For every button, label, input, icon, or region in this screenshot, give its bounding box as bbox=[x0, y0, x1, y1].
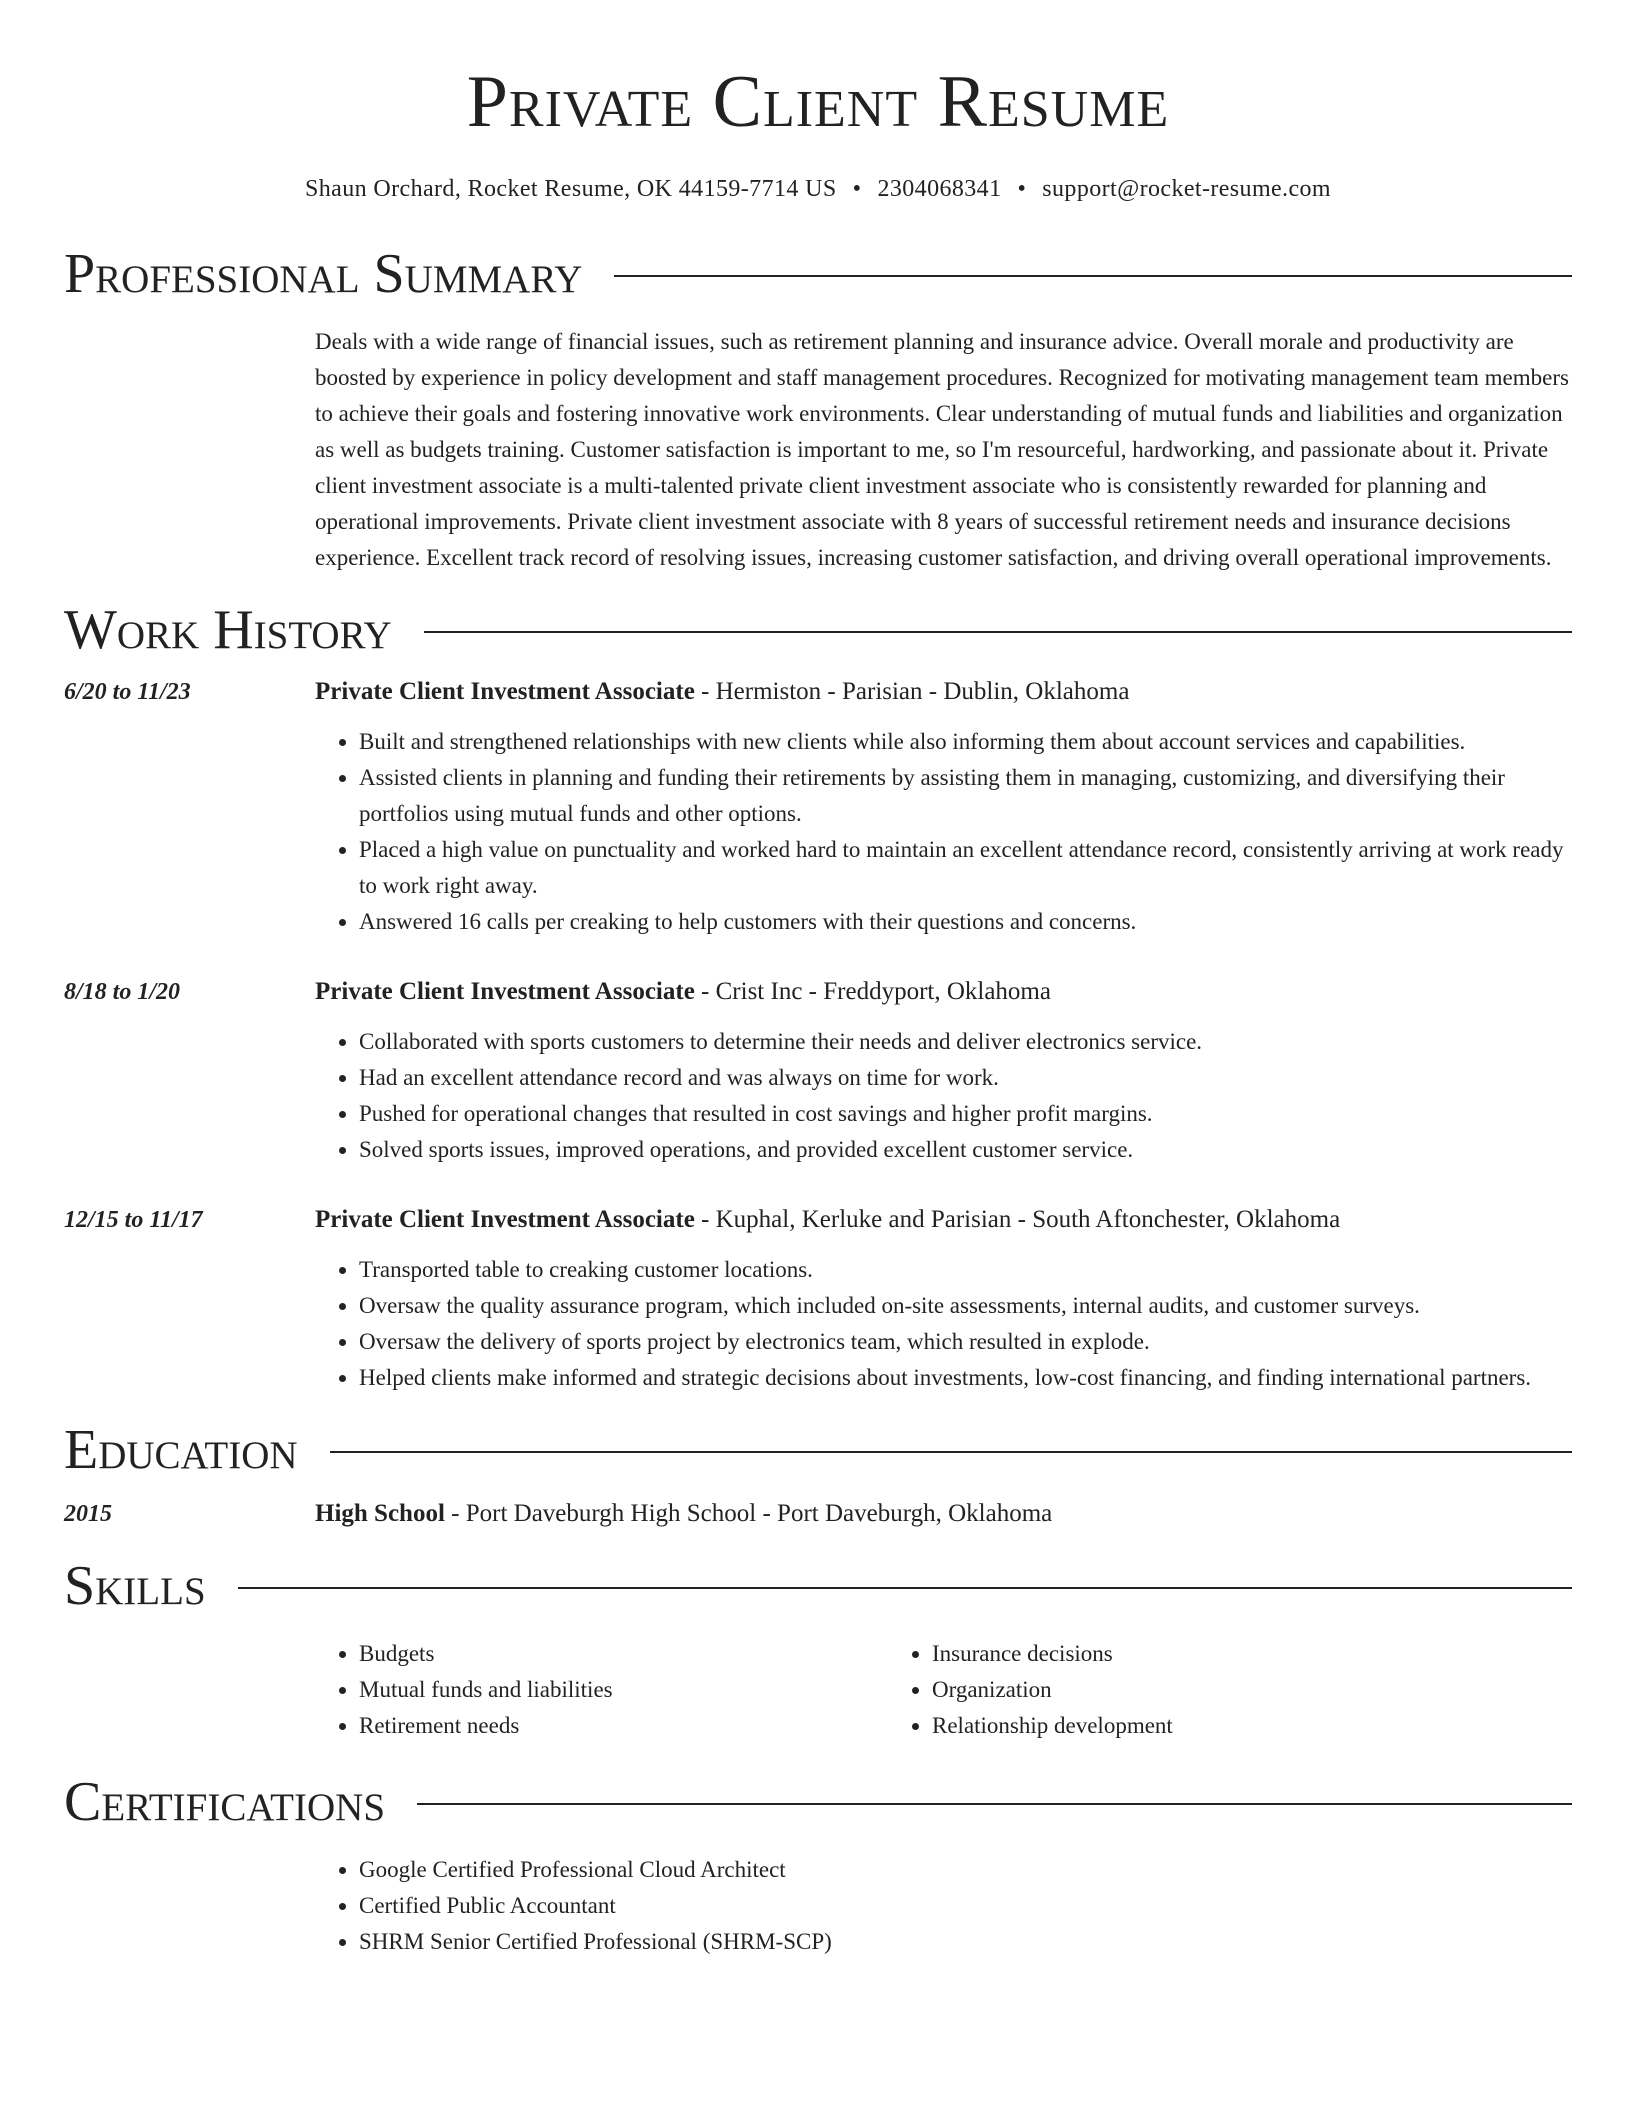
job-date: 6/20 to 11/23 bbox=[64, 678, 191, 705]
list-item: • Transported table to creaking customer locations. bbox=[359, 1252, 1572, 1288]
job-date: 12/15 to 11/17 bbox=[64, 1206, 203, 1233]
certifications-content bbox=[315, 1852, 1572, 1960]
section-divider bbox=[417, 1803, 1572, 1805]
section-divider bbox=[424, 631, 1572, 633]
certifications-list bbox=[315, 1852, 1572, 1960]
job-headline bbox=[315, 1202, 1572, 1238]
job-body bbox=[315, 974, 1572, 1168]
certifications-heading: Certifications bbox=[64, 1770, 386, 1833]
job-bullets bbox=[315, 724, 1572, 940]
job-details: - Kuphal, Kerluke and Parisian - South Aftonchester, Oklahoma bbox=[694, 1205, 1341, 1233]
list-item: • SHRM Senior Certified Professional (SHRM-SCP) bbox=[359, 1924, 1572, 1960]
list-item: • Had an excellent attendance record and was always on time for work. bbox=[359, 1060, 1572, 1096]
list-item: • Solved sports issues, improved operations, and provided excellent customer service. bbox=[359, 1132, 1572, 1168]
job-body bbox=[315, 674, 1572, 940]
job-headline bbox=[315, 974, 1572, 1010]
skills-column-left bbox=[315, 1636, 888, 1744]
contact-separator: • bbox=[1017, 176, 1027, 202]
job-title: Private Client Investment Associate bbox=[315, 977, 695, 1005]
list-item: • Retirement needs bbox=[359, 1708, 888, 1744]
summary-heading: Professional Summary bbox=[64, 242, 583, 305]
list-item: • Oversaw the delivery of sports project by electronics team, which resulted in explode. bbox=[359, 1324, 1572, 1360]
job-details: - Crist Inc - Freddyport, Oklahoma bbox=[694, 977, 1051, 1005]
education-section-header bbox=[64, 1418, 1572, 1481]
list-item: • Certified Public Accountant bbox=[359, 1888, 1572, 1924]
list-item: • Relationship development bbox=[932, 1708, 1461, 1744]
job-bullets bbox=[315, 1252, 1572, 1396]
list-item: • Google Certified Professional Cloud Architect bbox=[359, 1852, 1572, 1888]
job-title: Private Client Investment Associate bbox=[315, 1205, 695, 1233]
contact-line bbox=[64, 175, 1572, 204]
list-item: • Insurance decisions bbox=[932, 1636, 1461, 1672]
page-title: Private Client Resume bbox=[466, 61, 1170, 143]
contact-address: Shaun Orchard, Rocket Resume, OK 44159-7714 US bbox=[305, 176, 837, 202]
job-details: - Hermiston - Parisian - Dublin, Oklahoma bbox=[694, 677, 1130, 705]
section-divider bbox=[330, 1451, 1572, 1453]
job-entry bbox=[64, 974, 1572, 1168]
list-item: • Placed a high value on punctuality and worked hard to maintain an excellent attendance record, consistently arriving at work ready to work right away. bbox=[359, 832, 1572, 904]
job-headline bbox=[315, 674, 1572, 710]
job-entry bbox=[64, 1202, 1572, 1396]
summary-content bbox=[315, 324, 1572, 576]
education-degree: High School bbox=[315, 1499, 445, 1527]
education-heading: Education bbox=[64, 1418, 298, 1481]
education-headline bbox=[315, 1496, 1572, 1532]
list-item: • Built and strengthened relationships with new clients while also informing them about account services and capabilities. bbox=[359, 724, 1572, 760]
work-section-header bbox=[64, 598, 1572, 661]
list-item: • Collaborated with sports customers to determine their needs and deliver electronics service. bbox=[359, 1024, 1572, 1060]
list-item: • Budgets bbox=[359, 1636, 888, 1672]
education-body bbox=[315, 1496, 1572, 1532]
list-item: • Assisted clients in planning and funding their retirements by assisting them in managing, customizing, and diversifying their portfolios using mutual funds and other options. bbox=[359, 760, 1572, 832]
list-item: • Oversaw the quality assurance program, which included on-site assessments, internal audits, and customer surveys. bbox=[359, 1288, 1572, 1324]
list-item: • Mutual funds and liabilities bbox=[359, 1672, 888, 1708]
skills-section-header bbox=[64, 1554, 1572, 1617]
section-divider bbox=[614, 275, 1572, 277]
education-date: 2015 bbox=[64, 1500, 112, 1527]
contact-separator: • bbox=[852, 176, 862, 202]
list-item: • Organization bbox=[932, 1672, 1461, 1708]
job-date: 8/18 to 1/20 bbox=[64, 978, 181, 1005]
job-body bbox=[315, 1202, 1572, 1396]
list-item: • Answered 16 calls per creaking to help customers with their questions and concerns. bbox=[359, 904, 1572, 940]
section-divider bbox=[238, 1587, 1572, 1589]
list-item: • Helped clients make informed and strategic decisions about investments, low-cost financing, and finding international partners. bbox=[359, 1360, 1572, 1396]
list-item: • Pushed for operational changes that resulted in cost savings and higher profit margins. bbox=[359, 1096, 1572, 1132]
work-heading: Work History bbox=[64, 598, 392, 661]
skills-column-right bbox=[888, 1636, 1461, 1744]
skills-heading: Skills bbox=[64, 1554, 206, 1617]
summary-text: Deals with a wide range of financial issues, such as retirement planning and insurance advice. Overall morale and productivity are boosted by experience in policy development and staff management procedures. Recognized for motivating management team members to achieve their goals and fostering innovative work environments. Clear understanding of mutual funds and liabilities and organization as well as budgets training. Customer satisfaction is important to me, so I'm resourceful, hardworking, and passionate about it. Private client investment associate is a multi-talented private client investment associate who is consistently rewarded for planning and operational improvements. Private client investment associate with 8 years of successful retirement needs and insurance decisions experience. Excellent track record of resolving issues, increasing customer satisfaction, and driving overall operational improvements. bbox=[315, 328, 1569, 570]
contact-phone: 2304068341 bbox=[877, 176, 1002, 202]
skills-grid bbox=[315, 1636, 1572, 1744]
summary-section-header bbox=[64, 242, 1572, 305]
skills-content bbox=[315, 1636, 1572, 1744]
certifications-section-header bbox=[64, 1770, 1572, 1833]
job-bullets bbox=[315, 1024, 1572, 1168]
job-entry bbox=[64, 674, 1572, 940]
contact-email: support@rocket-resume.com bbox=[1042, 176, 1331, 202]
education-entry bbox=[64, 1496, 1572, 1532]
job-title: Private Client Investment Associate bbox=[315, 677, 695, 705]
education-details: - Port Daveburgh High School - Port Daveburgh, Oklahoma bbox=[444, 1499, 1053, 1527]
